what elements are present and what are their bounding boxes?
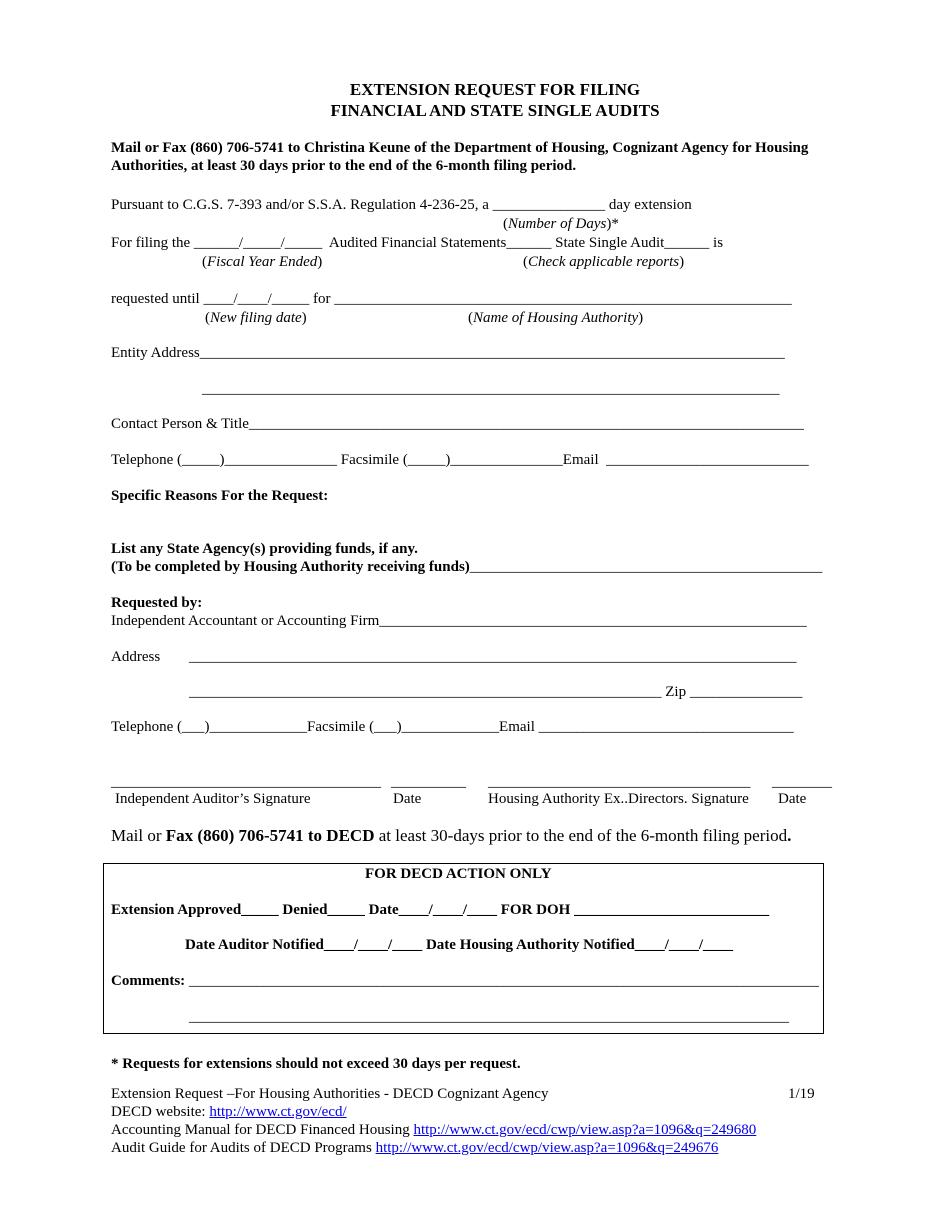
entity-address-line2: _____________________________________________________________________________ xyxy=(202,381,780,397)
footer-title: Extension Request –For Housing Authorities - DECD Cognizant Agency xyxy=(111,1086,549,1102)
ha-signature-line: ___________________________________ xyxy=(488,774,751,790)
page-number: 1/19 xyxy=(788,1086,815,1102)
telephone-fax-email-line: Telephone (_____)_______________ Facsimile (_____)_______________Email ___________________________ xyxy=(111,452,809,468)
audit-guide-link[interactable]: http://www.ct.gov/ecd/cwp/view.asp?a=1096&q=249676 xyxy=(375,1140,719,1156)
ha-date-line: ________ xyxy=(772,774,832,790)
requested-by-heading: Requested by: xyxy=(111,595,203,611)
comments-line1: Comments: ____________________________________________________________________________________ xyxy=(111,973,819,989)
requested-until-line: requested until ____/____/_____ for _____________________________________________________________ xyxy=(111,291,792,307)
check-reports-caption: (Check applicable reports) xyxy=(523,254,685,270)
pursuant-line: Pursuant to C.G.S. 7-393 and/or S.S.A. Regulation 4-236-25, a _______________ day extension xyxy=(111,197,692,213)
state-agency-line2: (To be completed by Housing Authority receiving funds)_______________________________________________ xyxy=(111,559,823,575)
contact-person-line: Contact Person & Title__________________________________________________________________________ xyxy=(111,416,804,432)
footer-manual: Accounting Manual for DECD Financed Housing http://www.ct.gov/ecd/cwp/view.asp?a=1096&q=249680 xyxy=(111,1122,757,1138)
mail-fax-note: Mail or Fax (860) 706-5741 to DECD at least 30-days prior to the end of the 6-month filing period. xyxy=(111,826,792,845)
intro-line1: Mail or Fax (860) 706-5741 to Christina Keune of the Department of Housing, Cognizant Agency for Housing xyxy=(111,140,809,156)
address-label: Address xyxy=(111,649,161,665)
number-of-days-caption: (Number of Days)* xyxy=(503,216,619,232)
footer-website: DECD website: http://www.ct.gov/ecd/ xyxy=(111,1104,347,1120)
new-filing-date-caption: (New filing date) xyxy=(205,310,307,326)
intro-line2: Authorities, at least 30 days prior to the end of the 6-month filing period. xyxy=(111,158,577,174)
auditor-date-line: __________ xyxy=(391,774,466,790)
firm-telephone-line: Telephone (___)_____________Facsimile (___)_____________Email __________________________________ xyxy=(111,719,794,735)
footnote: * Requests for extensions should not exceed 30 days per request. xyxy=(111,1056,521,1072)
ha-date-label: Date xyxy=(778,791,807,807)
auditor-date-label: Date xyxy=(393,791,422,807)
filing-line: For filing the ______/_____/_____ Audited Financial Statements______ State Single Audit______ is xyxy=(111,235,724,251)
comments-line2: ________________________________________________________________________________ xyxy=(189,1009,789,1025)
ha-signature-label: Housing Authority Ex..Directors. Signature xyxy=(488,791,749,807)
address-line2-zip: _______________________________________________________________ Zip _______________ xyxy=(189,684,803,700)
housing-authority-caption: (Name of Housing Authority) xyxy=(468,310,644,326)
state-agency-line1: List any State Agency(s) providing funds, if any. xyxy=(111,541,418,557)
auditor-signature-line: ____________________________________ xyxy=(111,774,381,790)
accounting-firm-line: Independent Accountant or Accounting Firm_________________________________________________________ xyxy=(111,613,807,629)
reasons-heading: Specific Reasons For the Request: xyxy=(111,488,329,504)
address-line1: _________________________________________________________________________________ xyxy=(189,649,797,665)
extension-approved-line: Extension Approved_____ Denied_____ Date____/____/____ FOR DOH __________________________ xyxy=(111,902,770,918)
decd-website-link[interactable]: http://www.ct.gov/ecd/ xyxy=(209,1104,347,1120)
form-title-line2: FINANCIAL AND STATE SINGLE AUDITS xyxy=(330,101,660,120)
form-title-line1: EXTENSION REQUEST FOR FILING xyxy=(349,80,641,99)
fiscal-year-caption: (Fiscal Year Ended) xyxy=(202,254,323,270)
auditor-signature-label: Independent Auditor’s Signature xyxy=(115,791,311,807)
notified-dates-line: Date Auditor Notified____/____/____ Date Housing Authority Notified____/____/____ xyxy=(185,937,734,953)
decd-action-heading: FOR DECD ACTION ONLY xyxy=(365,866,552,882)
entity-address-line1: Entity Address______________________________________________________________________________ xyxy=(111,345,785,361)
accounting-manual-link[interactable]: http://www.ct.gov/ecd/cwp/view.asp?a=1096&q=249680 xyxy=(413,1122,757,1138)
footer-guide: Audit Guide for Audits of DECD Programs http://www.ct.gov/ecd/cwp/view.asp?a=1096&q=249676 xyxy=(111,1140,719,1156)
